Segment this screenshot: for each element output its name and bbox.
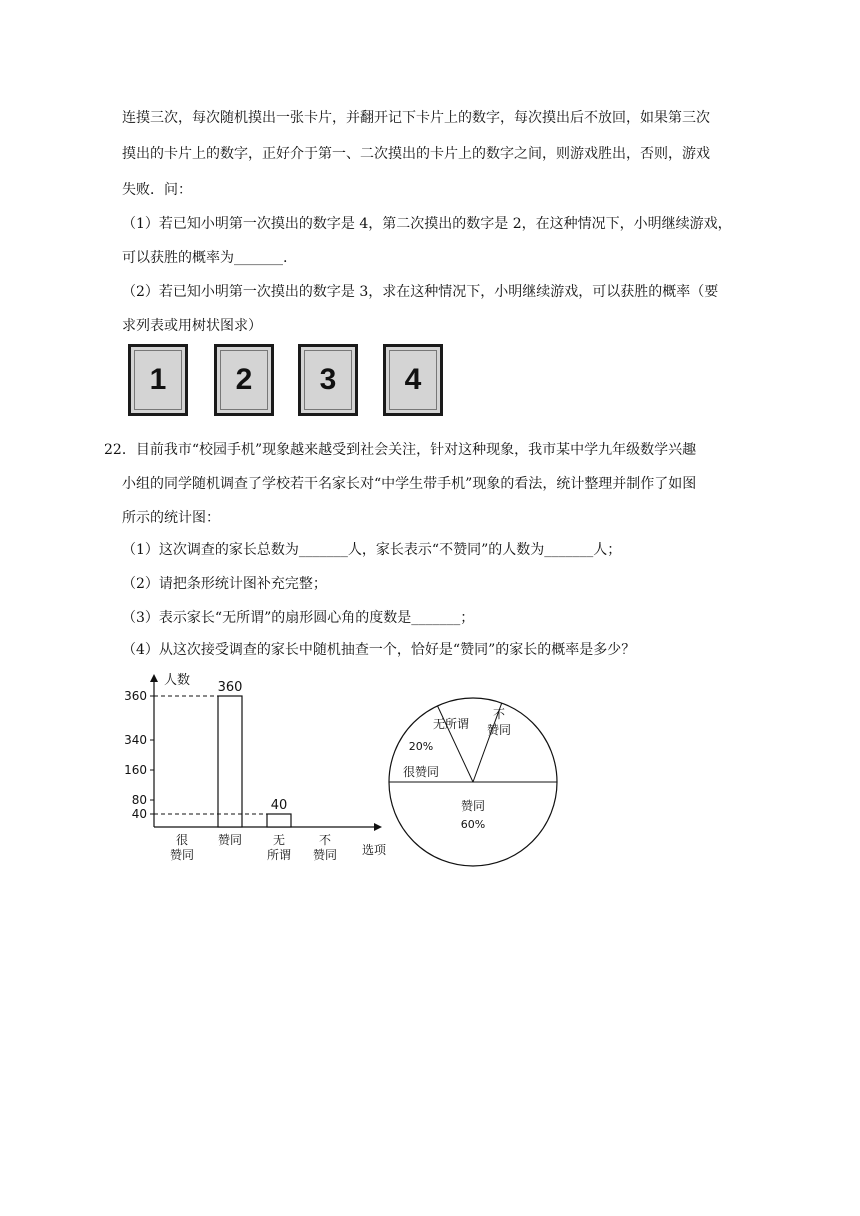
bar [267,814,291,827]
y-tick-label: 360 [124,689,147,703]
x-axis-label: 选项 [361,843,387,857]
x-tick-label: 很 [175,833,189,847]
x-tick-label: 无 [272,833,286,847]
x-axis-arrow [374,823,382,831]
p21-text-line-1: 连摸三次，每次随机摸出一张卡片，并翻开记下卡片上的数字，每次摸出后不放回，如果第三次 [122,110,710,126]
y-tick-label: 160 [124,763,147,777]
x-tick-label: 所谓 [266,848,292,862]
y-axis-arrow [150,674,158,682]
p22-question-3: （3）表示家长“无所谓”的扇形圆心角的度数是_______； [122,610,475,626]
card-2: 2 [214,344,274,416]
pie-slice-label: 赞同 [486,723,512,737]
p21-text-line-2: 摸出的卡片上的数字，正好介于第一、二次摸出的卡片上的数字之间，则游戏胜出，否则，游戏 [122,146,710,162]
pie-slice-label: 不 [492,707,506,721]
card-4: 4 [383,344,443,416]
p22-text-line-2: 小组的同学随机调查了学校若干名家长对“中学生带手机”现象的看法，统计整理并制作了如图 [122,476,697,492]
card-3: 3 [298,344,358,416]
bar-data-label: 40 [270,798,288,813]
pie-chart [389,698,557,866]
x-tick-label: 赞同 [169,848,195,862]
p21-question-2-line-2: 求列表或用树状图求） [122,318,262,334]
y-axis-label: 人数 [164,673,191,688]
x-tick-label: 不 [318,833,332,847]
x-tick-label: 赞同 [217,833,243,847]
number-cards [128,344,448,420]
y-tick-label: 40 [131,807,147,821]
p22-text-line-3: 所示的统计图： [122,510,220,526]
p21-text-line-3: 失败．问： [122,182,192,198]
statistics-charts [112,668,562,874]
p22-question-4: （4）从这次接受调查的家长中随机抽查一个，恰好是“赞同”的家长的概率是多少？ [122,642,636,658]
p21-question-1-line-2: 可以获胜的概率为_______. [122,250,288,266]
y-tick-label: 340 [124,733,147,747]
bar [218,696,242,827]
p21-question-1-line-1: （1）若已知小明第一次摸出的数字是 4，第二次摸出的数字是 2，在这种情况下，小明继续游戏， [122,216,732,232]
pie-slice-label: 很赞同 [402,765,440,779]
pie-slice-label: 赞同 [460,799,486,813]
x-tick-label: 赞同 [312,848,338,862]
card-1: 1 [128,344,188,416]
p22-text-line-1: 22．目前我市“校园手机”现象越来越受到社会关注，针对这种现象，我市某中学九年级数学兴趣 [104,442,697,458]
pie-slice-label: 无所谓 [432,717,470,731]
bar-chart [124,672,387,862]
p22-question-2: （2）请把条形统计图补充完整； [122,576,327,592]
bar-data-label: 360 [217,680,243,695]
pie-slice-percent: 60% [460,818,486,831]
p21-question-2-line-1: （2）若已知小明第一次摸出的数字是 3，求在这种情况下，小明继续游戏，可以获胜的概率（要 [122,284,719,300]
p22-question-1: （1）这次调查的家长总数为_______人，家长表示“不赞同”的人数为_______人； [122,542,622,558]
y-tick-label: 80 [131,793,147,807]
pie-slice-percent: 20% [408,740,434,753]
